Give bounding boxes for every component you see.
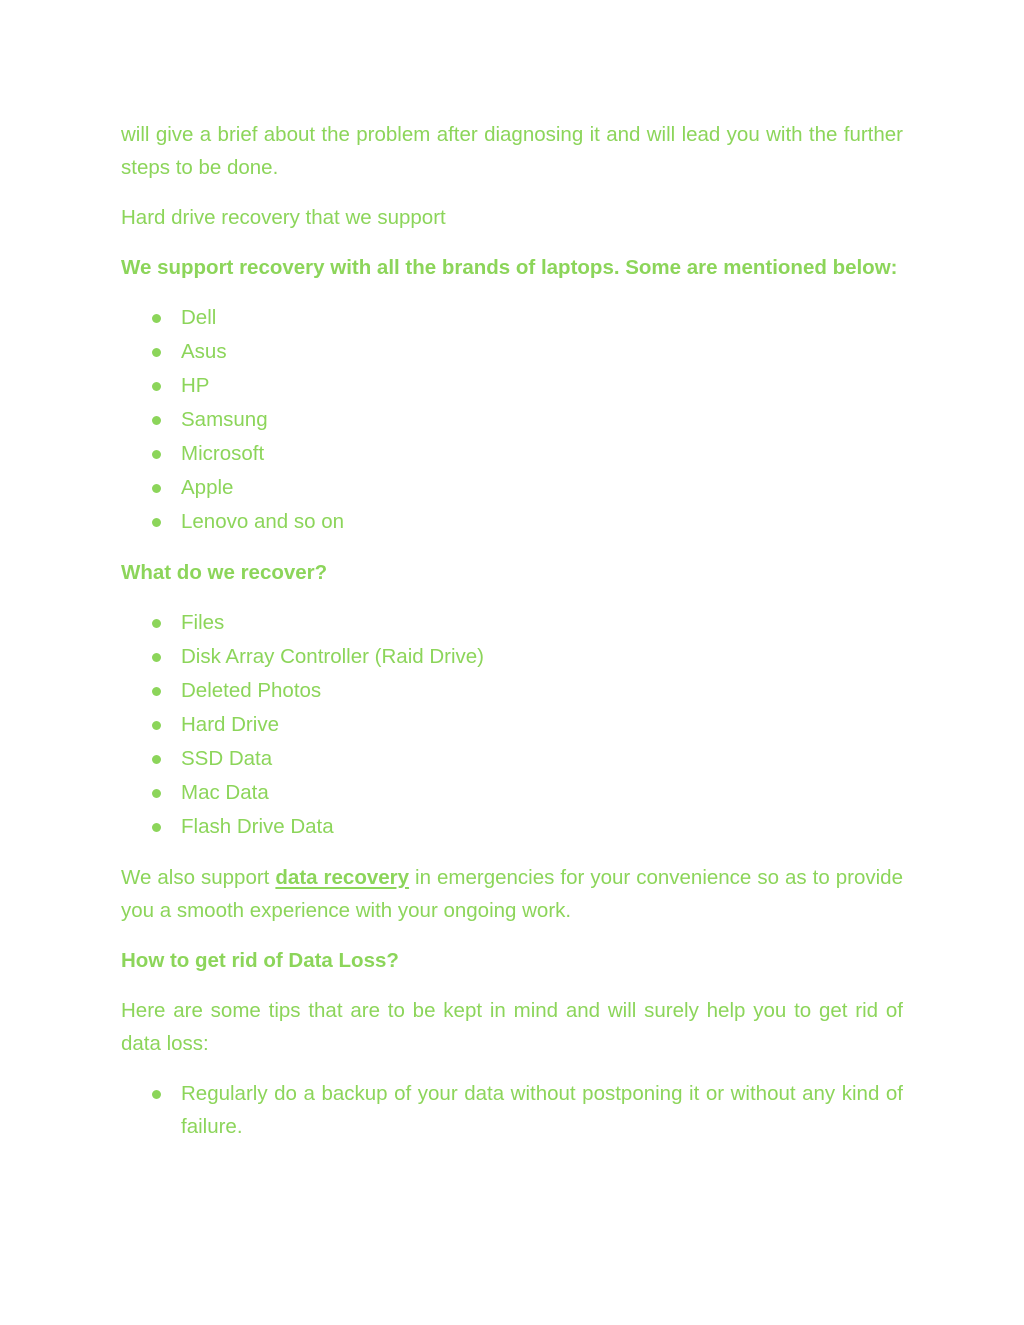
bullet-icon <box>152 314 161 323</box>
brands-list <box>121 301 903 539</box>
bullet-icon <box>152 1090 161 1099</box>
bullet-icon <box>152 450 161 459</box>
list-item-brand: Asus <box>121 335 903 369</box>
data-recovery-link[interactable]: data recovery <box>275 866 410 889</box>
recover-list <box>121 606 903 844</box>
bullet-icon <box>152 823 161 832</box>
list-item-recover: Mac Data <box>121 776 903 810</box>
list-item-brand: HP <box>121 369 903 403</box>
list-item-recover: SSD Data <box>121 742 903 776</box>
list-item-recover: Hard Drive <box>121 708 903 742</box>
intro-paragraph: will give a brief about the problem after diagnosing it and will lead you with the further steps to be done. <box>121 123 903 179</box>
tips-intro-paragraph: Here are some tips that are to be kept in mind and will surely help you to get rid of data loss: <box>121 999 903 1055</box>
bullet-icon <box>152 348 161 357</box>
brands-heading: We support recovery with all the brands of laptops. Some are mentioned below: <box>121 256 898 279</box>
bullet-icon <box>152 653 161 662</box>
list-item-brand: Samsung <box>121 403 903 437</box>
bullet-icon <box>152 484 161 493</box>
list-item-recover: Deleted Photos <box>121 674 903 708</box>
bullet-icon <box>152 755 161 764</box>
bullet-icon <box>152 518 161 527</box>
list-item-recover: Disk Array Controller (Raid Drive) <box>121 640 903 674</box>
recover-heading: What do we recover? <box>121 561 328 584</box>
data-loss-heading: How to get rid of Data Loss? <box>121 949 399 972</box>
bullet-icon <box>152 721 161 730</box>
emergency-paragraph: We also support data recovery in emergencies for your convenience so as to provide you a smooth experience with your ongoing work. <box>121 866 903 922</box>
list-item-brand: Apple <box>121 471 903 505</box>
list-item-brand: Dell <box>121 301 903 335</box>
document-page <box>121 118 903 1160</box>
list-item-recover: Files <box>121 606 903 640</box>
bullet-icon <box>152 789 161 798</box>
bullet-icon <box>152 619 161 628</box>
list-item-recover: Flash Drive Data <box>121 810 903 844</box>
support-heading: Hard drive recovery that we support <box>121 206 446 229</box>
bullet-icon <box>152 416 161 425</box>
list-item-brand: Microsoft <box>121 437 903 471</box>
list-item-brand: Lenovo and so on <box>121 505 903 539</box>
bullet-icon <box>152 687 161 696</box>
bullet-icon <box>152 382 161 391</box>
tips-list <box>121 1077 903 1143</box>
list-item-tip: Regularly do a backup of your data without postponing it or without any kind of failure. <box>121 1077 903 1143</box>
